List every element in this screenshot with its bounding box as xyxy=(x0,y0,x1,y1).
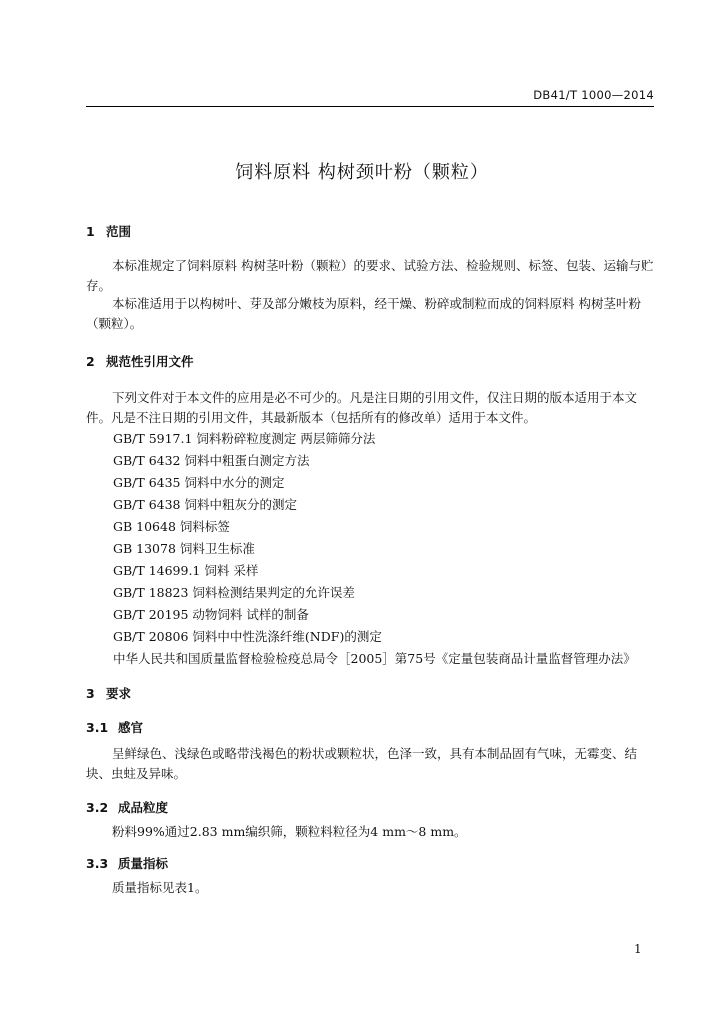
reference-item: GB/T 18823 饲料检测结果判定的允许误差 xyxy=(113,585,355,600)
section-title: 成品粒度 xyxy=(118,800,169,815)
reference-item: GB/T 14699.1 饲料 采样 xyxy=(113,563,259,578)
section-number: 2 xyxy=(86,354,95,369)
section-number: 3.3 xyxy=(86,856,109,871)
section-title: 规范性引用文件 xyxy=(106,354,194,369)
section-1-heading xyxy=(86,222,131,240)
header-rule xyxy=(86,106,654,107)
section-number: 1 xyxy=(86,224,95,239)
section-3-2-heading xyxy=(86,798,168,816)
paragraph: 呈鲜绿色、浅绿色或略带浅褐色的粉状或颗粒状，色泽一致，具有本制品固有气味，无霉变、结块、虫蛀及异味。 xyxy=(86,746,638,781)
reference-item: GB/T 20195 动物饲料 试样的制备 xyxy=(113,607,309,622)
section-3-heading xyxy=(86,684,131,702)
section-title: 感官 xyxy=(118,720,144,735)
paragraph: 本标准规定了饲料原料 构树茎叶粉（颗粒）的要求、试验方法、检验规则、标签、包装、运输与贮存。 xyxy=(86,258,654,293)
section-3-1-heading xyxy=(86,718,143,736)
section-3-3-heading xyxy=(86,854,168,872)
section-number: 3.2 xyxy=(86,800,109,815)
reference-item: GB/T 6432 饲料中粗蛋白测定方法 xyxy=(113,453,310,468)
section-title: 范围 xyxy=(106,224,132,239)
standard-code: DB41/T 1000—2014 xyxy=(533,88,654,102)
paragraph: 本标准适用于以构树叶、芽及部分嫩枝为原料，经干燥、粉碎或制粒而成的饲料原料 构树茎叶粉（颗粒）。 xyxy=(86,296,641,331)
document-title: 饲料原料 构树颈叶粉（颗粒） xyxy=(235,162,489,183)
page-number: 1 xyxy=(634,942,642,956)
reference-item: GB 10648 饲料标签 xyxy=(113,519,230,534)
section-title: 要求 xyxy=(106,686,132,701)
section-title: 质量指标 xyxy=(118,856,169,871)
paragraph: 下列文件对于本文件的应用是必不可少的。凡是注日期的引用文件，仅注日期的版本适用于本文件。凡是不注日期的引用文件，其最新版本（包括所有的修改单）适用于本文件。 xyxy=(86,390,638,425)
section-2-heading xyxy=(86,352,194,370)
section-number: 3.1 xyxy=(86,720,109,735)
reference-item: GB/T 6435 饲料中水分的测定 xyxy=(113,475,285,490)
paragraph: 粉料99%通过2.83 mm编织筛，颗粒料粒径为4 mm～8 mm。 xyxy=(112,824,467,839)
reference-item: GB/T 20806 饲料中中性洗涤纤维(NDF)的测定 xyxy=(113,629,382,644)
reference-item: GB/T 6438 饲料中粗灰分的测定 xyxy=(113,497,297,512)
reference-item: GB/T 5917.1 饲料粉碎粒度测定 两层筛筛分法 xyxy=(113,431,376,446)
paragraph: 质量指标见表1。 xyxy=(112,880,208,895)
section-number: 3 xyxy=(86,686,95,701)
reference-item: 中华人民共和国质量监督检验检疫总局令［2005］第75号《定量包装商品计量监督管理办法》 xyxy=(113,651,636,666)
reference-item: GB 13078 饲料卫生标准 xyxy=(113,541,255,556)
